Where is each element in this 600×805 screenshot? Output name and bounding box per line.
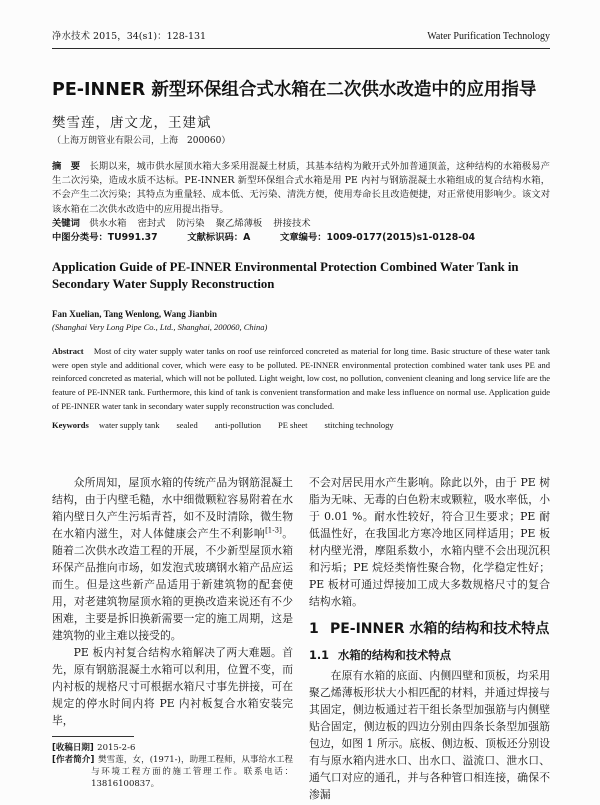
subsection-heading <box>309 647 550 664</box>
clc-number: 中图分类号：TU991.37 <box>52 232 158 244</box>
abstract-cn-text: 长期以来，城市供水屋顶水箱大多采用混凝土材质，其基本结构为敞开式外加普通顶盖，这种结构的水箱极易产生二次污染，造成水质不达标。PE-INNER 新型环保组合式水箱是用 PE 内衬与钢筋混凝土水箱组成的复合结构水箱，不会产生二次污染；其特点为重量轻、成本低、无污染、清洗方便，使用寿命长且改造便捷，对正常使用影响少。该文对该水箱在二次供水改造中的应用提出指导。 <box>52 161 550 215</box>
keywords-en <box>52 419 550 432</box>
keywords-cn <box>52 217 550 231</box>
body-paragraph: 在原有水箱的底面、内侧四壁和顶板，均采用聚乙烯薄板形状大小相匹配的材料，并通过焊接与其固定，侧边板通过若干组长条型加强筋与内侧壁贴合固定，侧边板的四边分别由四条长条型加强筋包边，如图 1 所示。底板、侧边板、顶板还分别设有与原水箱内进水口、出水口、溢流口、泄水口、通气口对应的通孔，并与各种管口相连接，确保不渗漏 <box>309 668 550 801</box>
keyword-cn: 拼接技术 <box>273 217 311 229</box>
body-column-right <box>309 474 550 803</box>
abstract-cn-label: 摘 要 <box>52 161 81 172</box>
keywords-cn-label: 关键词 <box>52 217 80 229</box>
abstract-en-label: Abstract <box>52 346 84 357</box>
body-column-left <box>52 474 293 729</box>
keyword-en: water supply tank <box>99 420 160 431</box>
body-paragraph: 不会对居民用水产生影响。除此以外，由于 PE 树脂为无味、无毒的白色粉末或颗粒，吸水率低，小于 0.01 %。耐水性较好，符合卫生要求；PE 耐低温性好，在我国北方寒冷地区同样适用；PE 板材内壁光滑，摩阻系数小，水箱内壁不会出现沉积和污垢；PE 烷烃类惰性聚合物，化学稳定性好；PE 板材可通过焊接加工成大多数规格尺寸的复合结构水箱。 <box>309 476 550 608</box>
footnote-author <box>52 754 293 790</box>
authors-en: Fan Xuelian, Tang Wenlong, Wang Jianbin <box>52 309 217 320</box>
footnote-text: 2015-2-6 <box>97 743 136 753</box>
footnote-label: [作者简介] <box>52 755 95 765</box>
document-code: 文献标识码：A <box>187 232 251 244</box>
running-header <box>52 30 550 49</box>
keyword-en: anti-pollution <box>214 420 261 431</box>
footnote-received <box>52 742 293 754</box>
footnote-divider <box>52 736 134 737</box>
subsection-number: 1.1 <box>309 648 330 662</box>
journal-issue: 净水技术 2015，34(s1)：128-131 <box>52 31 207 42</box>
article-number: 文章编号：1009-0177(2015)s1-0128-04 <box>280 232 476 244</box>
keyword-en: PE sheet <box>278 420 308 431</box>
keyword-cn: 供水水箱 <box>89 217 127 229</box>
section-heading <box>309 620 550 639</box>
keyword-cn: 密封式 <box>137 217 166 229</box>
keyword-cn: 聚乙烯薄板 <box>215 217 263 229</box>
body-paragraph <box>52 474 293 644</box>
classification-line <box>52 231 550 245</box>
abstract-en <box>52 345 550 413</box>
footnote-text: 樊雪莲，女，(1971-)，助理工程师，从事给水工程与环境工程方面的施工管理工作。联系电话：13816100837。 <box>91 755 294 789</box>
citation: [1-3] <box>265 526 282 535</box>
footnotes <box>52 736 293 790</box>
article-title-en: Application Guide of PE-INNER Environmental Protection Combined Water Tank in Secondary Water Supply Reconstruction <box>52 260 519 291</box>
journal-name-en: Water Purification Technology <box>427 31 550 42</box>
subsection-title: 水箱的结构和技术特点 <box>338 648 452 662</box>
keyword-en: sealed <box>176 420 198 431</box>
footnote-label: [收稿日期] <box>52 743 94 753</box>
paragraph-text: 。随着二次供水改造工程的开展，不少新型屋顶水箱环保产品推向市场，如发泡式玻璃钢水箱产品应运而生。但是这些新产品适用于新建筑物的配套使用，对老建筑物屋顶水箱的更换改造来说还有不少困难，主要是拆旧换新需要一定的施工周期，这是建筑物的业主难以接受的。 <box>52 527 294 642</box>
body-paragraph: PE 板内衬复合结构水箱解决了两大难题。首先，原有钢筋混凝土水箱可以利用，位置不变，而内衬板的规格尺寸可根据水箱尺寸事先拼接，可在规定的停水时间内将 PE 内衬板复合水箱安装完毕， <box>52 646 293 727</box>
paragraph-text: 众所周知，屋顶水箱的传统产品为钢筋混凝土结构，由于内壁毛糙，水中细微颗粒容易附着在水箱内壁日久产生污垢青苔，如不及时清除，微生物在水箱内滋生，对人体健康会产生不利影响 <box>52 476 293 540</box>
section-title: PE-INNER 水箱的结构和技术特点 <box>329 621 550 637</box>
affiliation-cn: （上海万朗管业有限公司，上海 200060） <box>52 136 231 146</box>
authors-cn: 樊雪莲，唐文龙，王建斌 <box>52 115 212 131</box>
article-title-cn: PE-INNER 新型环保组合式水箱在二次供水改造中的应用指导 <box>52 80 537 100</box>
keyword-cn: 防污染 <box>176 217 205 229</box>
keywords-en-label: Keywords <box>52 420 89 431</box>
abstract-en-text: Most of city water supply water tanks on roof use reinforced concreted as material for long time. Basic structure of these water tank were open style and additional cover, which were easy to be polluted. PE-INNER environmental protection combined water tank uses PE and reinforced concreted as material, which will not be polluted. Light weight, low cost, no pollution, convenient cleaning and long service life are the feature of PE-INNER tank. Furthermore, this kind of tank is convenient transformation and make less influence on normal use. Application guide of PE-INNER water tank in secondary water supply reconstruction was concluded. <box>52 346 550 411</box>
front-matter <box>52 78 550 432</box>
section-number: 1 <box>309 621 319 637</box>
abstract-cn <box>52 160 550 217</box>
keyword-en: stitching technology <box>324 420 394 431</box>
affiliation-en: (Shanghai Very Long Pipe Co., Ltd., Shanghai, 200060, China) <box>52 322 268 333</box>
